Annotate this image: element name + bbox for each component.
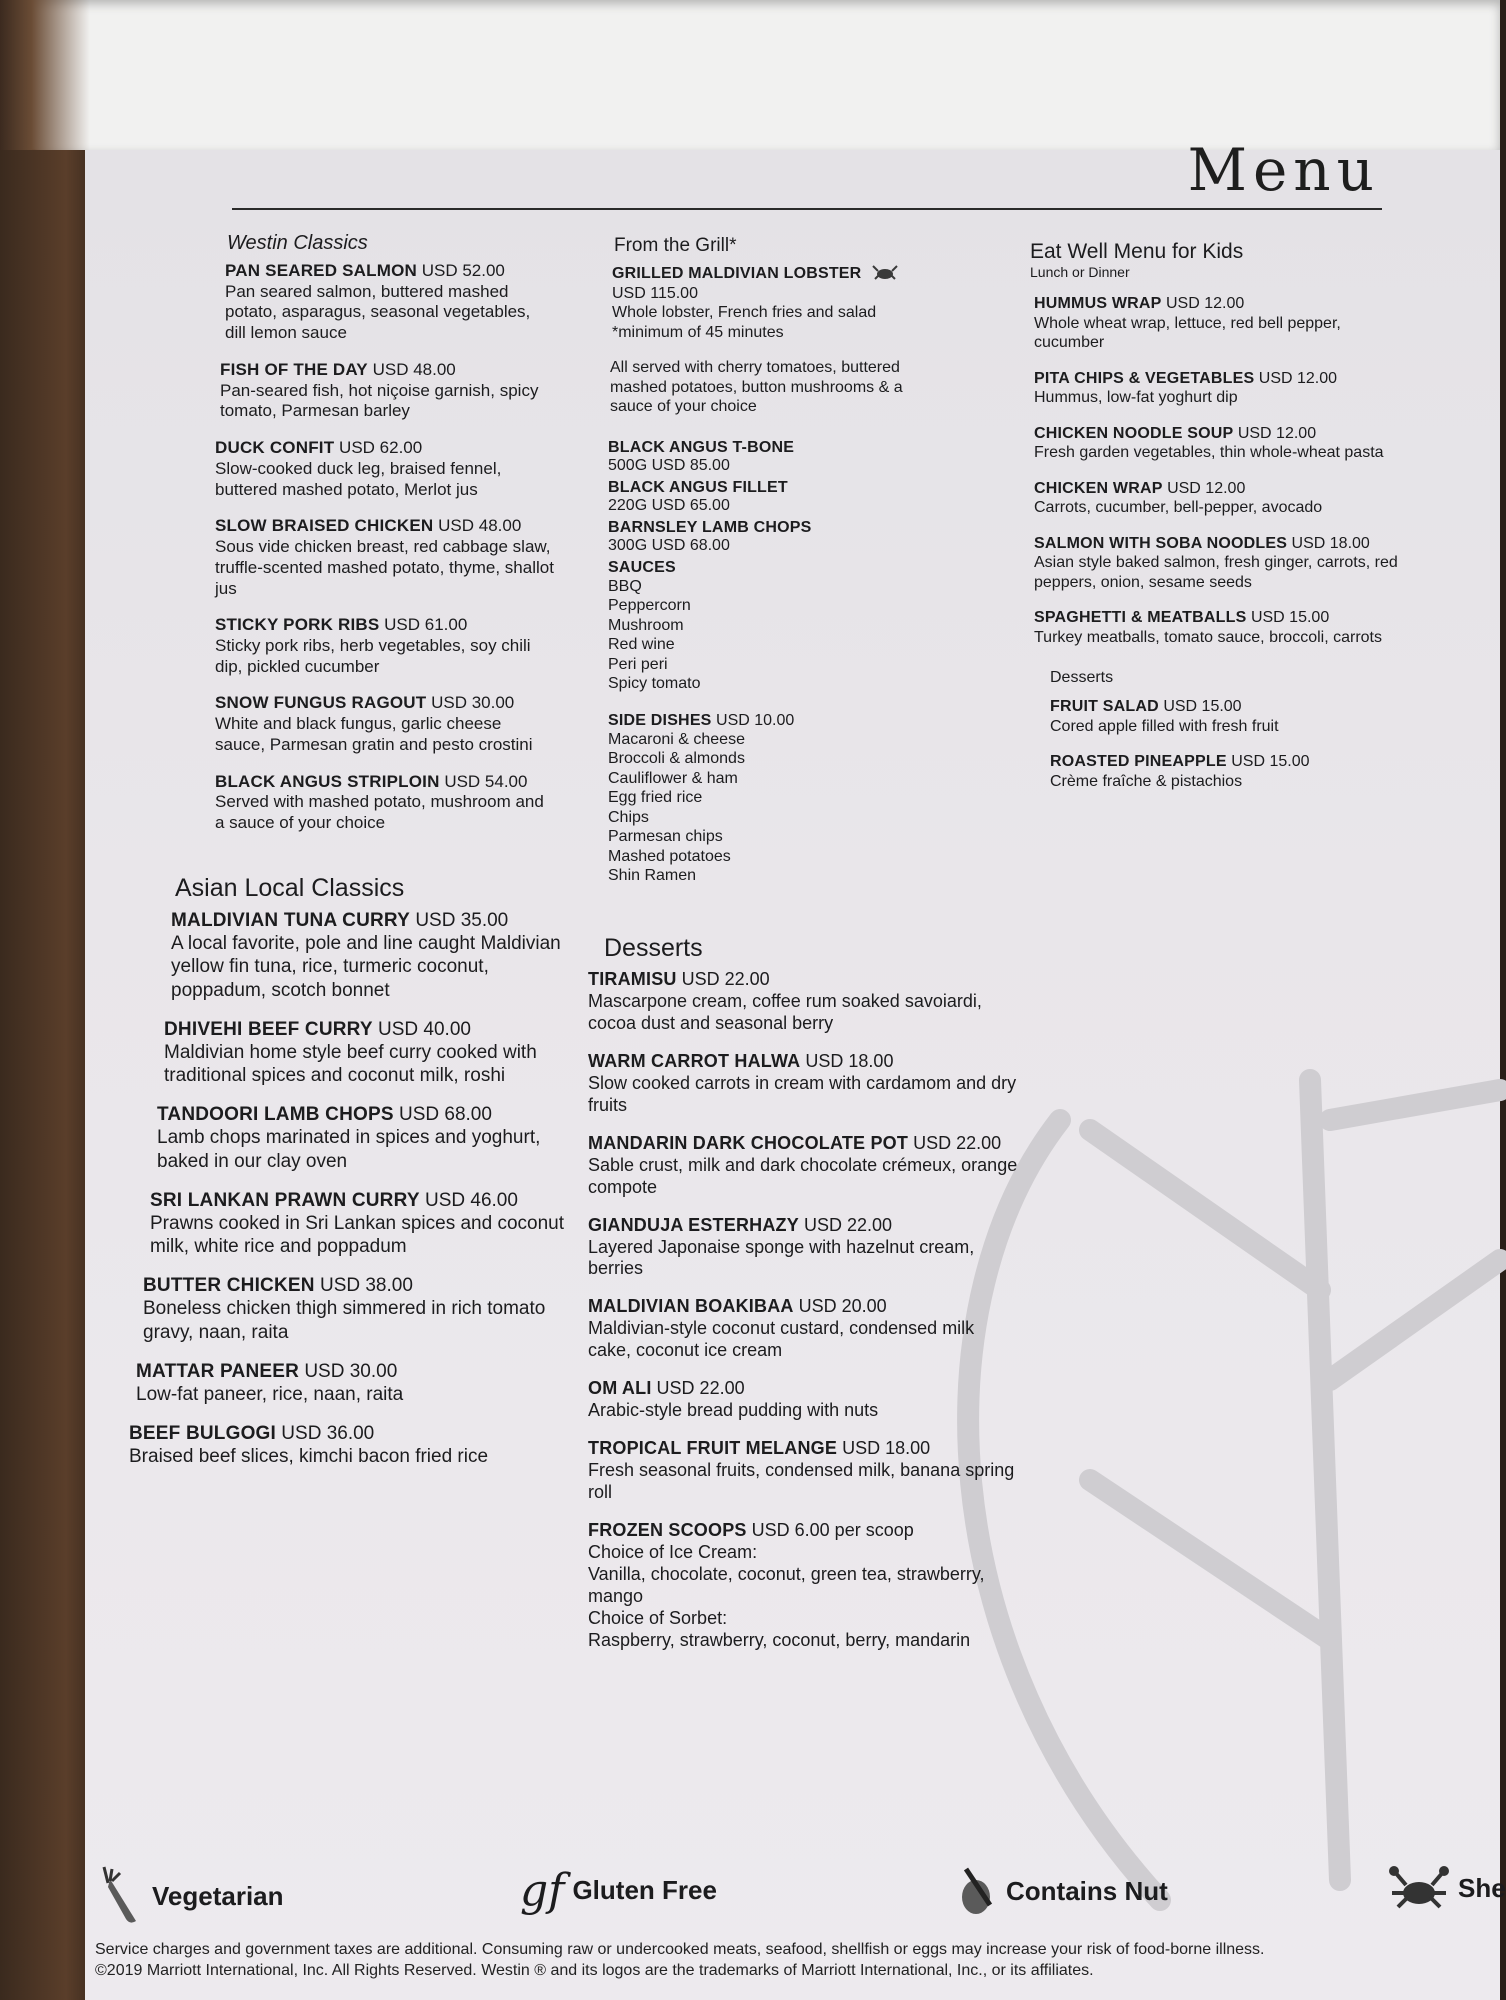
item-name: PITA CHIPS & VEGETABLES xyxy=(1034,369,1255,387)
item-detail: 220G USD 65.00 xyxy=(608,496,730,514)
menu-item xyxy=(588,1215,1018,1281)
sauce-item: Mushroom xyxy=(608,616,684,634)
side-item: Parmesan chips xyxy=(608,828,723,846)
steak-item xyxy=(608,519,938,555)
section-heading: Desserts xyxy=(604,934,703,962)
shellfish-icon xyxy=(1388,1865,1450,1911)
item-price: USD 22.00 xyxy=(656,1378,745,1399)
section-heading: Eat Well Menu for Kids xyxy=(1030,240,1244,263)
item-name: SLOW BRAISED CHICKEN xyxy=(215,516,434,536)
dessert-items xyxy=(588,969,1018,1504)
item-price: USD 35.00 xyxy=(415,910,509,931)
item-name: GIANDUJA ESTERHAZY xyxy=(588,1214,799,1235)
item-name: FISH OF THE DAY xyxy=(220,359,368,379)
item-desc: Slow-cooked duck leg, braised fennel, buttered mashed potato, Merlot jus xyxy=(215,458,502,499)
item-desc: Hummus, low-fat yoghurt dip xyxy=(1034,389,1238,407)
menu-item xyxy=(143,1274,565,1344)
item-name: GRILLED MALDIVIAN LOBSTER xyxy=(612,265,862,282)
asian-items xyxy=(125,909,565,1468)
item-detail: 500G USD 85.00 xyxy=(608,456,730,474)
item-price: USD 12.00 xyxy=(1237,424,1317,442)
menu-item xyxy=(150,1189,565,1259)
legend-contains-nut xyxy=(958,1865,1168,1917)
item-desc: Fresh garden vegetables, thin whole-wheat pasta xyxy=(1034,444,1384,462)
item-name: DUCK CONFIT xyxy=(215,438,335,458)
item-desc: Maldivian home style beef curry cooked with traditional spices and coconut milk, roshi xyxy=(164,1041,537,1087)
item-price: USD 115.00 xyxy=(612,284,698,302)
menu-item xyxy=(157,1103,565,1173)
item-desc: Turkey meatballs, tomato sauce, broccoli, carrots xyxy=(1034,628,1382,646)
item-price: USD 15.00 xyxy=(1250,609,1330,627)
item-desc: Arabic-style bread pudding with nuts xyxy=(588,1400,879,1421)
menu-item xyxy=(220,360,555,422)
item-desc: Prawns cooked in Sri Lankan spices and coconut milk, white rice and poppadum xyxy=(150,1212,565,1258)
side-item: Shin Ramen xyxy=(608,867,697,885)
menu-item xyxy=(588,1438,1018,1504)
item-desc: Braised beef slices, kimchi bacon fried rice xyxy=(129,1446,489,1468)
kids-items xyxy=(1034,294,1410,647)
menu-item xyxy=(1034,608,1410,647)
item-price: USD 68.00 xyxy=(399,1104,492,1126)
menu-item xyxy=(588,1051,1018,1117)
menu-item xyxy=(129,1422,565,1468)
item-desc: Sable crust, milk and dark chocolate crémeux, orange compote xyxy=(588,1154,1018,1197)
side-item: Mashed potatoes xyxy=(608,847,731,865)
sauce-item: Peri peri xyxy=(608,655,668,673)
item-desc: White and black fungus, garlic cheese sauce, Parmesan gratin and pesto crostini xyxy=(215,714,533,754)
sauce-item: BBQ xyxy=(608,577,642,595)
legend-vegetarian xyxy=(100,1865,284,1927)
menu-item xyxy=(588,969,1018,1035)
item-detail: 300G USD 68.00 xyxy=(608,536,730,554)
item-name: TIRAMISU xyxy=(588,969,677,989)
item-price: USD 15.00 xyxy=(1163,698,1242,716)
item-name: FRUIT SALAD xyxy=(1050,698,1159,716)
title-rule xyxy=(232,208,1382,210)
sauce-item: Peppercorn xyxy=(608,597,691,615)
frozen-scoops-item xyxy=(588,1520,1018,1652)
menu-item xyxy=(215,516,555,599)
side-item: Chips xyxy=(608,808,649,826)
item-price: USD 18.00 xyxy=(1291,534,1370,552)
item-name: ROASTED PINEAPPLE xyxy=(1050,753,1227,771)
item-price: USD 30.00 xyxy=(431,693,515,713)
item-price: USD 22.00 xyxy=(681,969,770,989)
menu-item xyxy=(171,909,565,1002)
item-desc: Cored apple filled with fresh fruit xyxy=(1050,717,1279,735)
item-price: USD 62.00 xyxy=(339,438,423,458)
item-price: USD 54.00 xyxy=(444,771,528,791)
footer-disclaimer xyxy=(95,1940,1495,1982)
menu-item xyxy=(215,438,555,500)
item-desc: Boneless chicken thigh simmered in rich tomato gravy, naan, raita xyxy=(143,1298,546,1343)
item-price: USD 22.00 xyxy=(803,1214,893,1235)
steak-items xyxy=(608,439,938,555)
item-name: STICKY PORK RIBS xyxy=(215,615,380,635)
item-name: DHIVEHI BEEF CURRY xyxy=(164,1018,373,1040)
item-name: FROZEN SCOOPS xyxy=(588,1520,747,1541)
menu-item xyxy=(164,1018,565,1088)
menu-item xyxy=(588,1378,1018,1422)
sauces-heading: SAUCES xyxy=(608,558,676,576)
item-name: MALDIVIAN TUNA CURRY xyxy=(171,910,411,931)
menu-item xyxy=(1034,534,1410,593)
item-price: USD 18.00 xyxy=(842,1438,931,1459)
legend-label: Vegetarian xyxy=(152,1880,284,1911)
footer-line: ©2019 Marriott International, Inc. All Rights Reserved. Westin ® and its logos are the trademarks of Marriott International, Inc., or its affiliates. xyxy=(95,1961,1094,1979)
item-name: WARM CARROT HALWA xyxy=(588,1050,801,1071)
scoops-line: Choice of Sorbet: xyxy=(588,1607,728,1628)
sauce-item: Red wine xyxy=(608,636,675,654)
section-heading: Asian Local Classics xyxy=(175,874,405,902)
kids-subheading: Lunch or Dinner xyxy=(1030,264,1130,280)
item-price: USD 36.00 xyxy=(281,1423,375,1445)
side-list xyxy=(608,730,938,886)
item-price: USD 12.00 xyxy=(1167,479,1246,497)
item-desc: Pan-seared fish, hot niçoise garnish, spicy tomato, Parmesan barley xyxy=(220,380,539,421)
westin-items xyxy=(215,261,555,834)
steak-item xyxy=(608,479,938,515)
item-price: USD 6.00 per scoop xyxy=(751,1520,914,1541)
menu-item xyxy=(215,693,555,755)
item-name: BARNSLEY LAMB CHOPS xyxy=(608,518,812,536)
asian-classics-section xyxy=(125,874,565,1484)
item-name: CHICKEN NOODLE SOUP xyxy=(1034,424,1234,442)
item-price: USD 18.00 xyxy=(805,1050,894,1071)
side-item: Macaroni & cheese xyxy=(608,730,745,748)
menu-item xyxy=(1050,697,1410,736)
item-name: PAN SEARED SALMON xyxy=(225,261,417,280)
item-desc: Sticky pork ribs, herb vegetables, soy chili dip, pickled cucumber xyxy=(215,636,531,676)
section-heading: Westin Classics xyxy=(227,232,368,254)
item-desc: Whole lobster, French fries and salad xyxy=(612,304,877,322)
item-price: USD 12.00 xyxy=(1165,295,1245,312)
menu-item xyxy=(588,1296,1018,1362)
item-name: MATTAR PANEER xyxy=(136,1360,300,1382)
side-item: Cauliflower & ham xyxy=(608,769,738,787)
item-desc: Maldivian-style coconut custard, condensed milk cake, coconut ice cream xyxy=(588,1318,975,1361)
item-desc: Crème fraîche & pistachios xyxy=(1050,772,1243,790)
item-price: USD 48.00 xyxy=(438,516,522,536)
kids-menu-section xyxy=(1030,240,1410,807)
item-name: HUMMUS WRAP xyxy=(1034,295,1162,312)
item-name: MANDARIN DARK CHOCOLATE POT xyxy=(588,1132,909,1153)
item-price: USD 48.00 xyxy=(372,359,456,379)
item-name: SALMON WITH SOBA NOODLES xyxy=(1034,534,1288,552)
scoops-line: Vanilla, chocolate, coconut, green tea, strawberry, mango xyxy=(588,1563,985,1606)
item-name: BLACK ANGUS STRIPLOIN xyxy=(215,771,440,791)
item-price: USD 22.00 xyxy=(913,1132,1002,1153)
legend-label: Contains Nut xyxy=(1006,1875,1168,1906)
menu-item xyxy=(1050,752,1410,791)
scoops-line: Choice of Ice Cream: xyxy=(588,1542,758,1563)
sauce-list xyxy=(608,577,938,694)
westin-classics-section xyxy=(215,232,555,850)
item-price: USD 30.00 xyxy=(304,1360,398,1382)
legend-label: Gluten Free xyxy=(572,1875,717,1905)
item-desc: A local favorite, pole and line caught Maldivian yellow fin tuna, rice, turmeric coconut, poppadum, scotch bonnet xyxy=(171,933,561,1001)
item-price: USD 52.00 xyxy=(421,261,505,280)
gluten-free-icon: gf xyxy=(520,1865,565,1916)
section-heading: From the Grill* xyxy=(614,235,737,256)
desserts-section xyxy=(588,934,1018,1668)
item-name: SNOW FUNGUS RAGOUT xyxy=(215,693,427,713)
sauce-item: Spicy tomato xyxy=(608,675,701,693)
folded-page-edge xyxy=(0,0,1500,150)
grill-served-with: All served with cherry tomatoes, buttered mashed potatoes, button mushrooms & a sauce of your choice xyxy=(610,359,903,416)
item-name: OM ALI xyxy=(588,1378,652,1399)
item-price: USD 61.00 xyxy=(384,615,468,635)
item-desc: Pan seared salmon, buttered mashed potato, asparagus, seasonal vegetables, dill lemon sauce xyxy=(225,281,531,343)
kids-dessert-items xyxy=(1050,697,1410,791)
legend-shellfish xyxy=(1388,1865,1506,1911)
item-desc: Layered Japonaise sponge with hazelnut cream, berries xyxy=(588,1236,975,1279)
item-desc: Whole wheat wrap, lettuce, red bell pepper, cucumber xyxy=(1034,314,1341,352)
menu-item xyxy=(215,615,555,677)
side-item: Egg fried rice xyxy=(608,789,703,807)
scoops-line: Raspberry, strawberry, coconut, berry, mandarin xyxy=(588,1629,971,1650)
item-price: USD 15.00 xyxy=(1231,753,1310,771)
menu-item xyxy=(136,1360,565,1406)
footer-line: Service charges and government taxes are additional. Consuming raw or undercooked meats, seafood, shellfish or eggs may increase your risk of food-borne illness. xyxy=(95,1941,1265,1958)
item-price: USD 12.00 xyxy=(1258,369,1338,387)
side-item: Broccoli & almonds xyxy=(608,750,745,768)
sides-heading: SIDE DISHES xyxy=(608,711,712,729)
item-name: SRI LANKAN PRAWN CURRY xyxy=(150,1189,420,1211)
item-name: TROPICAL FRUIT MELANGE xyxy=(588,1438,838,1459)
item-name: MALDIVIAN BOAKIBAA xyxy=(588,1296,794,1317)
legend-label: She xyxy=(1458,1872,1506,1903)
item-desc: Fresh seasonal fruits, condensed milk, banana spring roll xyxy=(588,1460,1015,1503)
grill-section xyxy=(608,235,938,886)
item-desc: Asian style baked salmon, fresh ginger, carrots, red peppers, onion, sesame seeds xyxy=(1034,554,1398,591)
vegetarian-icon xyxy=(100,1865,144,1927)
item-desc: Mascarpone cream, coffee rum soaked savoiardi, cocoa dust and seasonal berry xyxy=(588,990,982,1033)
item-price: USD 40.00 xyxy=(378,1018,471,1040)
nut-icon xyxy=(958,1865,998,1917)
item-desc: Carrots, cucumber, bell-pepper, avocado xyxy=(1034,499,1323,517)
menu-item xyxy=(588,1133,1018,1199)
item-price: USD 38.00 xyxy=(319,1275,413,1297)
item-desc: Slow cooked carrots in cream with cardamom and dry fruits xyxy=(588,1072,1017,1115)
item-price: USD 46.00 xyxy=(424,1189,518,1211)
dietary-legend xyxy=(0,1865,1506,1935)
menu-item xyxy=(1034,294,1410,353)
menu-item xyxy=(225,261,555,344)
item-price: USD 20.00 xyxy=(798,1296,887,1317)
lobster-item xyxy=(612,263,938,342)
menu-item xyxy=(1034,479,1410,518)
item-name: BLACK ANGUS FILLET xyxy=(608,478,788,496)
menu-item xyxy=(215,772,555,834)
item-desc: Served with mashed potato, mushroom and a sauce of your choice xyxy=(215,792,544,833)
item-name: CHICKEN WRAP xyxy=(1034,479,1163,497)
steak-item xyxy=(608,439,938,475)
item-note: *minimum of 45 minutes xyxy=(612,323,784,341)
item-name: BUTTER CHICKEN xyxy=(143,1275,315,1297)
item-desc: Lamb chops marinated in spices and yoghurt, baked in our clay oven xyxy=(157,1127,541,1172)
kids-desserts-heading: Desserts xyxy=(1050,669,1114,687)
item-name: SPAGHETTI & MEATBALLS xyxy=(1034,609,1247,627)
item-desc: Sous vide chicken breast, red cabbage slaw, truffle-scented mashed potato, thyme, shallot jus xyxy=(215,537,554,598)
menu-item xyxy=(1034,369,1410,408)
shellfish-icon xyxy=(870,263,900,281)
item-name: BEEF BULGOGI xyxy=(129,1423,277,1445)
sides-price: USD 10.00 xyxy=(716,711,795,729)
menu-item xyxy=(1034,424,1410,463)
legend-gluten-free xyxy=(520,1865,717,1916)
item-name: TANDOORI LAMB CHOPS xyxy=(157,1104,394,1126)
page-title: Menu xyxy=(1187,136,1380,204)
item-name: BLACK ANGUS T-BONE xyxy=(608,438,795,456)
item-desc: Low-fat paneer, rice, naan, raita xyxy=(136,1383,404,1405)
